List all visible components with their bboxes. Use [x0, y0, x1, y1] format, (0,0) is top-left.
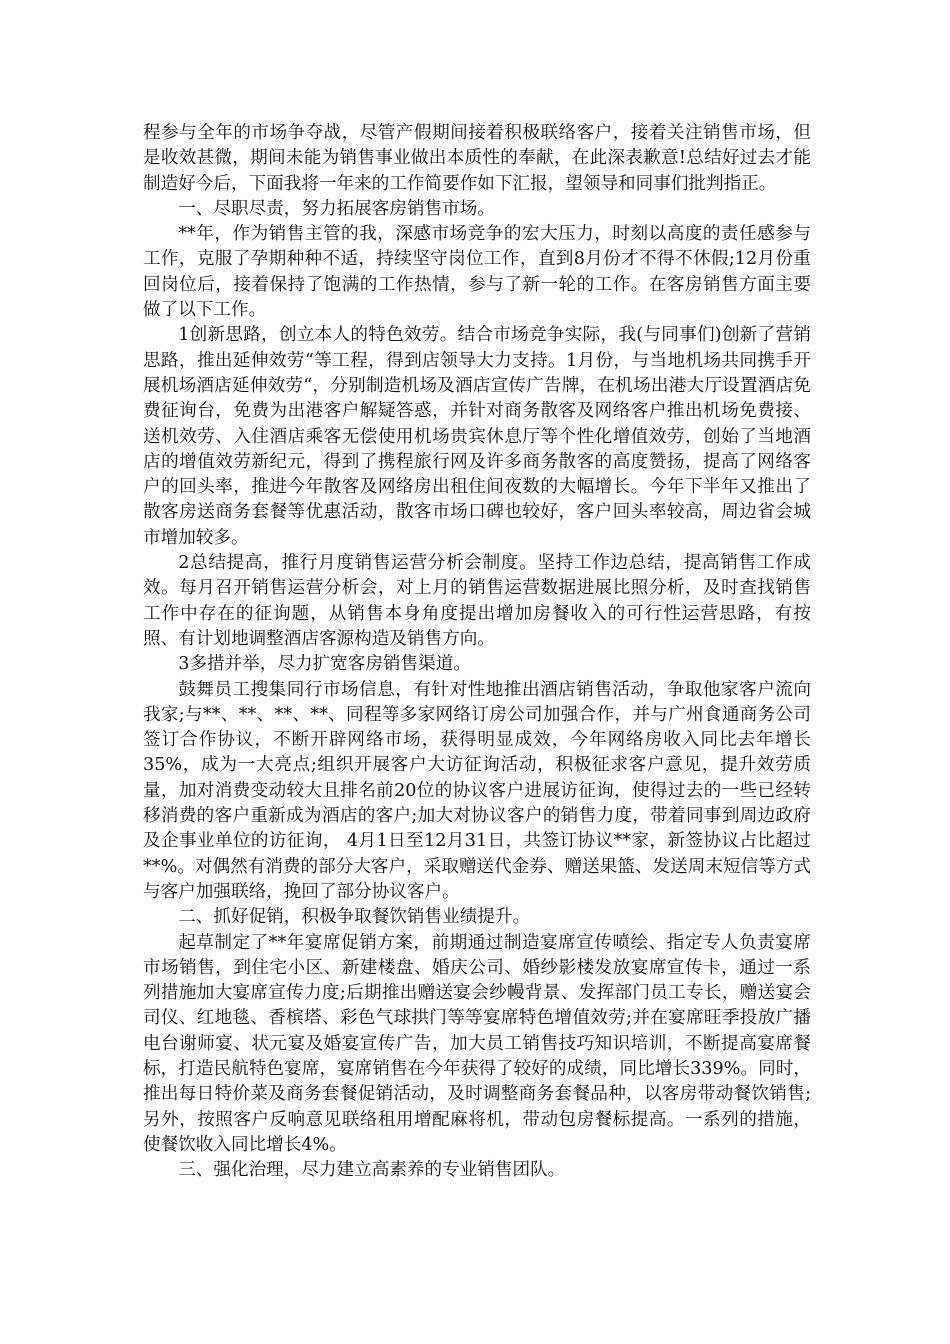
section-heading-3: 三、强化治理，尽力建立高素养的专业销售团队。: [178, 1160, 566, 1181]
document-body: [143, 121, 811, 1183]
subheading: 3多措并举，尽力扩宽客房销售渠道。: [178, 654, 471, 675]
section-heading-2: 二、抓好促销，积极争取餐饮销售业绩提升。: [178, 907, 531, 928]
section-heading-1: 一、尽职尽责，努力拓展客房销售市场。: [178, 198, 495, 219]
paragraph: 起草制定了**年宴席促销方案，前期通过制造宴席宣传喷绘、指定专人负责宴席市场销售，到住宅小区、新建楼盘、婚庆公司、婚纱影楼发放宴席宣传卡，通过一系列措施加大宴席宣传力度;后期推出赠送宴会纱幔背景、发挥部门员工专长，赠送宴会司仪、红地毯、香槟塔、彩色气球拱门等等宴席特色增值效劳;并在宴席旺季投放广播电台谢师宴、状元宴及婚宴宣传广告，加大员工销售技巧知识培训，不断提高宴席餐标，打造民航特色宴席，宴席销售在今年获得了较好的成绩，同比增长339%。同时，推出每日特价菜及商务套餐促销活动，及时调整商务套餐品种，以客房带动餐饮销售;另外，按照客户反响意见联络租用增配麻将机，带动包房餐标提高。一系列的措施，使餐饮收入同比增长4%。: [143, 932, 811, 1155]
paragraph: **年，作为销售主管的我，深感市场竞争的宏大压力，时刻以高度的责任感参与工作，克服了孕期种种不适，持续坚守岗位工作，直到8月份才不得不休假;12月份重回岗位后，接着保持了饱满的工作热情，参与了新一轮的工作。在客房销售方面主要做了以下工作。: [143, 224, 811, 321]
paragraph: 1创新思路，创立本人的特色效劳。结合市场竞争实际，我(与同事们)创新了营销思路，推出延伸效劳“等工程，得到店领导大力支持。1月份，与当地机场共同携手开展机场酒店延伸效劳“，分别制造机场及酒店宣传广告牌，在机场出港大厅设置酒店免费征询台，免费为出港客户解疑答惑，并针对商务散客及网络客户推出机场免费接、送机效劳、入住酒店乘客无偿使用机场贵宾休息厅等个性化增值效劳，创始了当地酒店的增值效劳新纪元，得到了携程旅行网及许多商务散客的高度赞扬，提高了网络客户的回头率，推进今年散客及网络房出租住间夜数的大幅增长。今年下半年又推出了散客房送商务套餐等优惠活动，散客市场口碑也较好，客户回头率较高，周边省会城市增加较多。: [143, 325, 811, 548]
paragraph-intro: 程参与全年的市场争夺战，尽管产假期间接着积极联络客户，接着关注销售市场，但是收效甚微，期间未能为销售事业做出本质性的奉献，在此深表歉意!总结好过去才能制造好今后，下面我将一年来的工作简要作如下汇报，望领导和同事们批判指正。: [143, 123, 811, 194]
paragraph: 鼓舞员工搜集同行市场信息，有针对性地推出酒店销售活动，争取他家客户流向我家;与**、**、**、**、同程等多家网络订房公司加强合作，并与广州食通商务公司签订合作协议，不断开辟网络市场，获得明显成效，今年网络房收入同比去年增长35%，成为一大亮点;组织开展客户大访征询活动，积极征求客户意见，提升效劳质量，加对消费变动较大且排名前20位的协议客户进展访征询，使得过去的一些已经转移消费的客户重新成为酒店的客户;加大对协议客户的销售力度，带着同事到周边政府及企事业单位的访征询， 4月1日至12月31日，共签订协议**家，新签协议占比超过**%。对偶然有消费的部分大客户，采取赠送代金券、赠送果篮、发送周末短信等方式与客户加强联络，挽回了部分协议客户。: [143, 679, 811, 902]
paragraph: 2总结提高，推行月度销售运营分析会制度。坚持工作边总结，提高销售工作成效。每月召开销售运营分析会，对上月的销售运营数据进展比照分析，及时查找销售工作中存在的征询题，从销售本身角度提出增加房餐收入的可行性运营思路，有按照、有计划地调整酒店客源构造及销售方向。: [143, 553, 811, 649]
